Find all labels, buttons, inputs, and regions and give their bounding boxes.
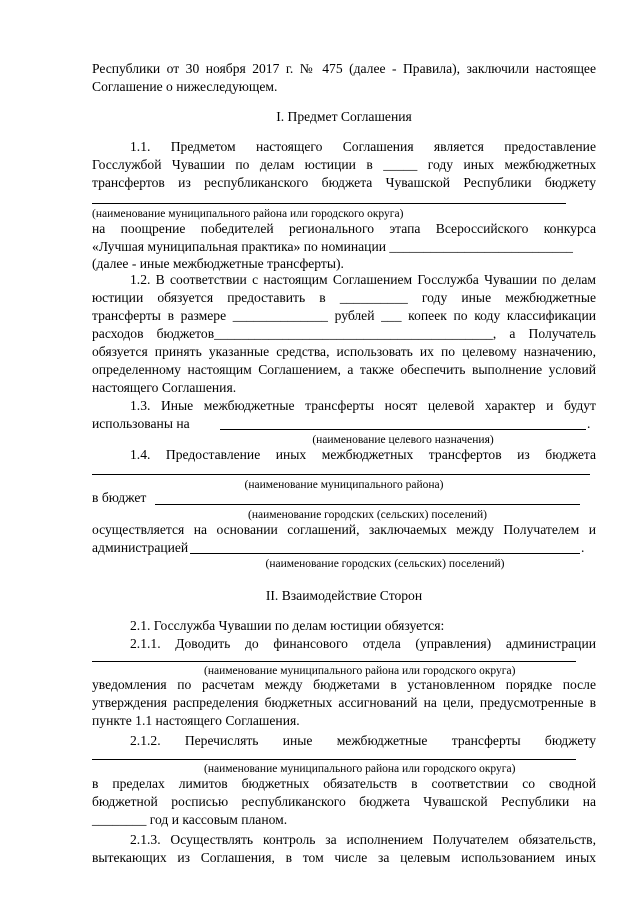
fill-in-line <box>155 504 580 505</box>
text-line: уведомления по расчетам между бюджетами в установленном порядке после <box>92 677 596 692</box>
text-line: 2.1.3. Осуществлять контроль за исполнением Получателем обязательств, <box>130 832 596 847</box>
text-line: обязуется принять указанные средства, использовать их по целевому назначению, <box>92 344 596 359</box>
section-heading: II. Взаимодействие Сторон <box>265 588 423 603</box>
fill-in-line <box>92 661 576 662</box>
text-line: 1.2. В соответствии с настоящим Соглашением Госслужба Чувашии по делам <box>130 272 596 287</box>
text-line: пункте 1.1 настоящего Соглашения. <box>92 713 300 728</box>
field-caption: (наименование городских (сельских) поселений) <box>265 558 505 570</box>
fill-in-line <box>92 474 590 475</box>
text-line: 2.1.2. Перечислять иные межбюджетные трансферты бюджету <box>130 733 596 748</box>
text-line: 1.1. Предметом настоящего Соглашения является предоставление <box>130 139 596 154</box>
text-line: Республики от 30 ноября 2017 г. № 475 (далее - Правила), заключили настоящее <box>92 61 596 76</box>
text-line: Соглашение о нижеследующем. <box>92 79 278 94</box>
text-line: на поощрение победителей регионального этапа Всероссийского конкурса <box>92 221 596 236</box>
text-line: . <box>587 416 591 431</box>
text-line: 2.1.1. Доводить до финансового отдела (управления) администрации <box>130 636 596 651</box>
text-line: настоящего Соглашения. <box>92 380 237 395</box>
text-line: ________ год и кассовым планом. <box>92 812 288 827</box>
fill-in-line <box>92 203 566 204</box>
text-line: трансферты в размере ______________ рублей ___ копеек по коду классификации <box>92 308 596 323</box>
field-caption: (наименование муниципального района) <box>244 479 444 491</box>
field-caption: (наименование муниципального района или городского округа) <box>204 665 516 677</box>
text-line: использованы на <box>92 416 190 431</box>
fill-in-line <box>92 759 576 760</box>
fill-in-line <box>220 429 586 430</box>
section-heading: I. Предмет Соглашения <box>276 109 412 124</box>
text-line: расходов бюджетов_________________________________________, а Получатель <box>92 326 596 341</box>
text-line: вытекающих из Соглашения, в том числе за целевым использованием иных <box>92 850 596 865</box>
text-line: 2.1. Госслужба Чувашии по делам юстиции обязуется: <box>130 618 445 633</box>
field-caption: (наименование целевого назначения) <box>312 434 494 446</box>
text-line: . <box>581 540 585 555</box>
text-line: трансфертов из республиканского бюджета Чувашской Республики бюджету <box>92 175 596 190</box>
text-line: утверждения распределения бюджетных ассигнований на цели, предусмотренные в <box>92 695 596 710</box>
text-line: юстиции обязуется предоставить в __________ году иные межбюджетные <box>92 290 596 305</box>
field-caption: (наименование городских (сельских) поселений) <box>247 509 487 521</box>
text-line: 1.3. Иные межбюджетные трансферты носят целевой характер и будут <box>130 398 596 413</box>
field-caption: (наименование муниципального района или городского округа) <box>92 208 404 220</box>
text-line: администрацией <box>92 540 189 555</box>
text-line: бюджетной росписью республиканского бюджета Чувашской Республики на <box>92 794 596 809</box>
text-line: 1.4. Предоставление иных межбюджетных трансфертов из бюджета <box>130 447 596 462</box>
text-line: «Лучшая муниципальная практика» по номинации ___________________________ <box>92 239 573 254</box>
text-line: в пределах лимитов бюджетных обязательств в соответствии со сводной <box>92 776 596 791</box>
text-line: Госслужбой Чувашии по делам юстиции в _____ году иных межбюджетных <box>92 157 596 172</box>
text-line: определенному настоящим Соглашением, а также обеспечить выполнение условий <box>92 362 596 377</box>
field-caption: (наименование муниципального района или городского округа) <box>204 763 516 775</box>
fill-in-line <box>190 553 580 554</box>
text-line: в бюджет <box>92 490 147 505</box>
text-line: осуществляется на основании соглашений, заключаемых между Получателем и <box>92 522 596 537</box>
text-line: (далее - иные межбюджетные трансферты). <box>92 256 344 271</box>
